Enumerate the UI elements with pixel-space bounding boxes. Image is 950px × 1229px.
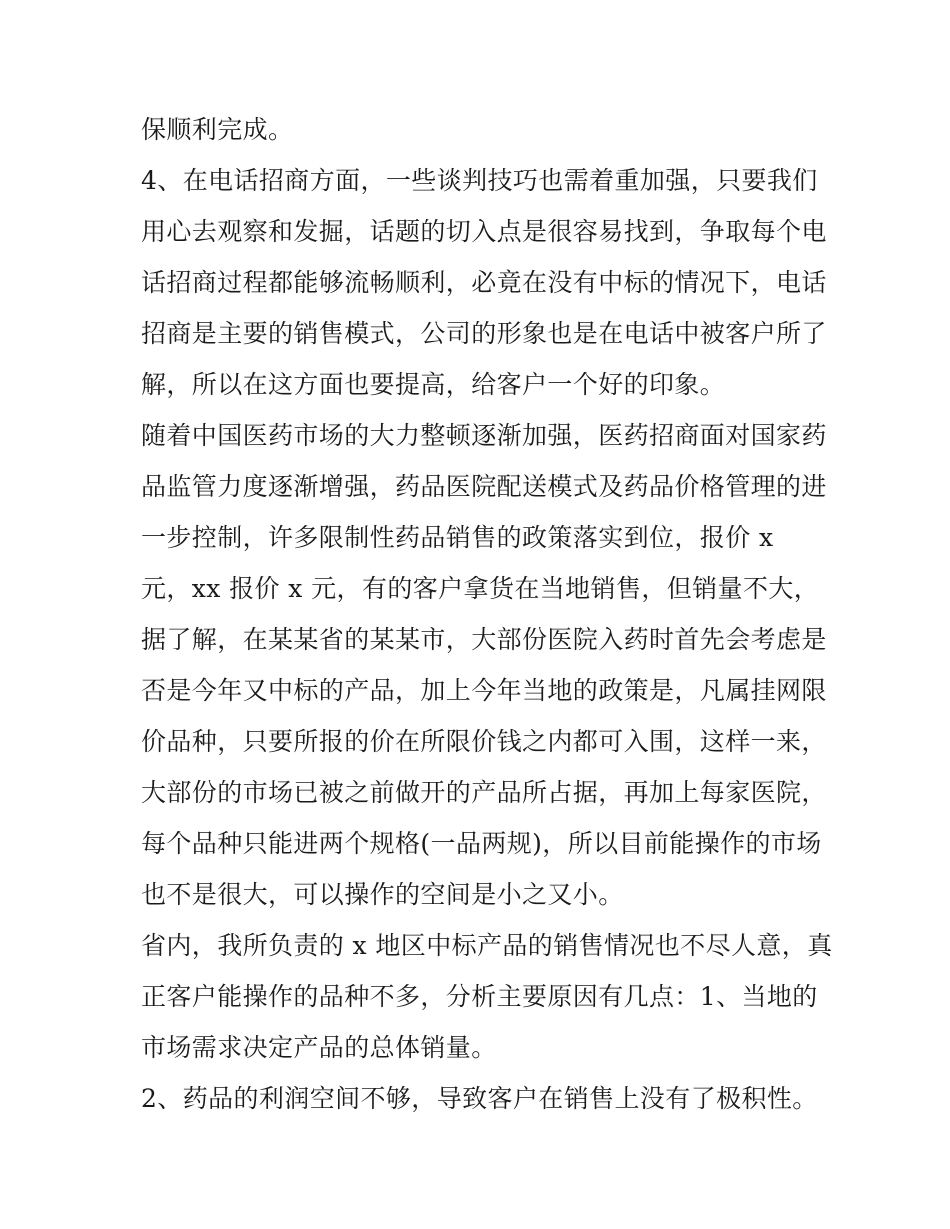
text-line: 品监管力度逐渐增强，药品医院配送模式及药品价格管理的进 (141, 472, 827, 501)
text-line: 价品种，只要所报的价在所限价钱之内都可入围，这样一来， (141, 727, 827, 756)
text-line: 省内，我所负责的 x 地区中标产品的销售情况也不尽人意，真 (141, 931, 833, 960)
text-line: 招商是主要的销售模式，公司的形象也是在电话中被客户所了 (141, 319, 827, 348)
text-line: 用心去观察和发掘，话题的切入点是很容易找到，争取每个电 (141, 217, 827, 246)
text-line: 2、药品的利润空间不够，导致客户在销售上没有了极积性。 (141, 1084, 818, 1113)
text-line: 正客户能操作的品种不多，分析主要原因有几点：1、当地的 (141, 982, 818, 1011)
text-line: 话招商过程都能够流畅顺利，必竟在没有中标的情况下，电话 (141, 268, 827, 297)
text-line: 一步控制，许多限制性药品销售的政策落实到位，报价 x (141, 523, 774, 552)
text-line: 元，xx 报价 x 元，有的客户拿货在当地销售，但销量不大， (141, 574, 820, 603)
text-line: 4、在电话招商方面，一些谈判技巧也需着重加强，只要我们 (141, 166, 818, 195)
text-line: 解，所以在这方面也要提高，给客户一个好的印象。 (141, 370, 726, 399)
text-line: 据了解，在某某省的某某市，大部份医院入药时首先会考虑是 (141, 625, 827, 654)
text-line: 否是今年又中标的产品，加上今年当地的政策是，凡属挂网限 (141, 676, 827, 705)
text-line: 每个品种只能进两个规格(一品两规)，所以目前能操作的市场 (141, 829, 822, 858)
text-line: 市场需求决定产品的总体销量。 (141, 1033, 497, 1062)
text-line: 也不是很大，可以操作的空间是小之又小。 (141, 880, 624, 909)
text-line: 保顺利完成。 (141, 115, 294, 144)
text-line: 随着中国医药市场的大力整顿逐渐加强，医药招商面对国家药 (141, 421, 827, 450)
text-line: 大部份的市场已被之前做开的产品所占据，再加上每家医院， (141, 778, 827, 807)
